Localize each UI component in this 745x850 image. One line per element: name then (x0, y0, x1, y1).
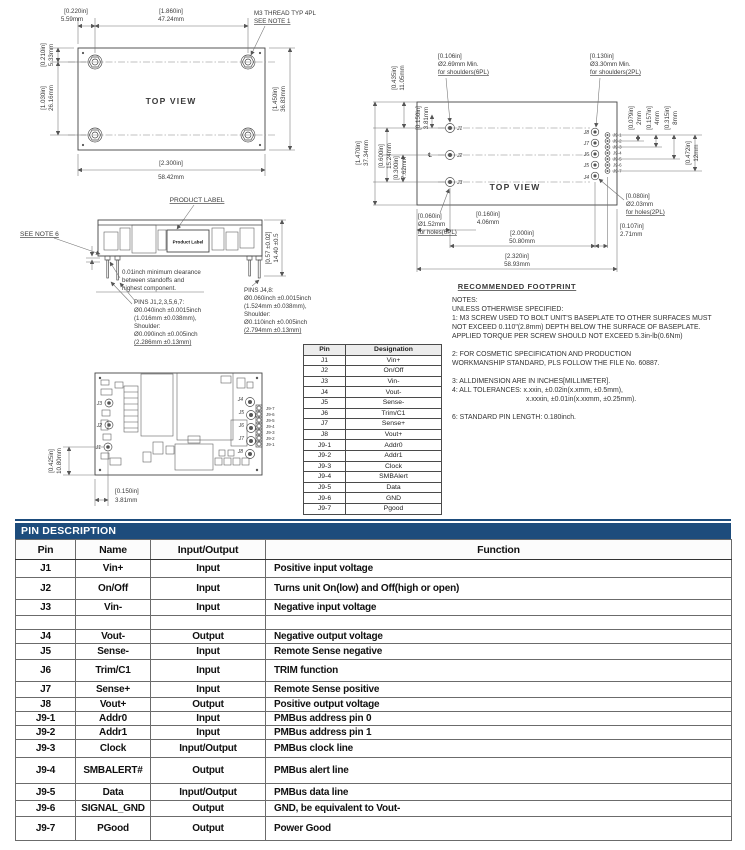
pin-description-cell: Remote Sense negative (266, 644, 732, 660)
dim-label: [0.107in] (620, 223, 644, 230)
pin-description-cell: J8 (16, 698, 76, 712)
pin-designation-row (304, 461, 442, 472)
pin-description-cell: J9-2 (16, 726, 76, 740)
note-line: NOT EXCEED 0.110"(2.8mm) DEPTH BELOW THE SURFACE OF BASEPLATE. (452, 324, 701, 331)
pin-description-cell: Vout+ (76, 698, 151, 712)
pin-description-cell: J9-3 (16, 740, 76, 758)
pin-description-cell: Input (151, 682, 266, 698)
pin-designation-row (304, 408, 442, 419)
pin-description-cell: Input (151, 600, 266, 616)
pin-description-cell: Sense+ (76, 682, 151, 698)
pin-description-cell: SIGNAL_GND (76, 801, 151, 817)
pin-label: J9-7 (266, 406, 275, 411)
dim-label: 11.05mm (399, 65, 406, 91)
dim-label: [0.160in] (476, 211, 500, 218)
pin-label: J8 (583, 130, 589, 136)
pin-designation-cell: J9-5 (304, 482, 346, 493)
pin-description-cell: Input (151, 660, 266, 682)
pin-description-cell: Vin- (76, 600, 151, 616)
dim-label: [2.000in] (510, 230, 534, 237)
dim-label: [0.210in] (40, 43, 47, 67)
callout-m3: M3 THREAD TYP 4PL (254, 10, 316, 17)
divider (15, 519, 731, 521)
note-line (452, 404, 742, 413)
pin-label: J3 (96, 401, 102, 407)
callout-see-note-6: SEE NOTE 6 (20, 231, 59, 238)
pin-description-row (16, 726, 732, 740)
pin-designation-row (304, 493, 442, 504)
pins-large-note: Ø0.110inch ±0.005inch (244, 319, 308, 326)
pin-description-cell: PMBus alert line (266, 758, 732, 784)
pin-label: J9-5 (613, 156, 622, 162)
pin-label: J2 (96, 423, 102, 429)
pin-description-row (16, 817, 732, 841)
dim-label: [1.470in] (355, 141, 362, 165)
pin-description-cell: J9-1 (16, 712, 76, 726)
pin-designation-cell: Addr1 (346, 450, 442, 461)
pin-description-section (15, 519, 731, 841)
clearance-note: between standoffs and (122, 277, 185, 284)
pin-description-cell: PMBus clock line (266, 740, 732, 758)
pins-small-note: Ø0.090inch ±0.005inch (134, 331, 198, 338)
dim-label: 5.59mm (60, 16, 84, 23)
callout-holes-6pl: Ø1.52mm (418, 221, 446, 228)
dim-label: 2mm (636, 111, 643, 125)
dim-label: 5.33mm (48, 43, 55, 67)
pin-designation-row (304, 355, 442, 366)
pin-designation-cell: J9-4 (304, 472, 346, 483)
pin-designation-cell: Clock (346, 461, 442, 472)
pin-description-cell (266, 616, 732, 630)
pin-description-row (16, 682, 732, 698)
dim-label: [1.860in] (159, 8, 183, 15)
pin-description-cell: J9-6 (16, 801, 76, 817)
pin-description-header-cell: Input/Output (151, 540, 266, 560)
pin-label: J9-1 (613, 132, 622, 138)
note-line: x.xxxin, ±0.01in(x.xxmm, ±0.25mm). (526, 396, 637, 403)
pin-description-cell: Output (151, 817, 266, 841)
pin-designation-cell: J2 (304, 366, 346, 377)
pin-designation-row (304, 366, 442, 377)
pin-label: J9-6 (266, 412, 275, 417)
dim-label: 26.16mm (48, 85, 55, 111)
pin-description-header (16, 540, 732, 560)
pin-label: J5 (583, 163, 589, 169)
note-line: 2: FOR COSMETIC SPECIFICATION AND PRODUCTION (452, 351, 632, 358)
pins-large-note: PINS J4,8: (244, 287, 274, 294)
pin-description-cell: PMBus address pin 0 (266, 712, 732, 726)
pin-description-cell: J3 (16, 600, 76, 616)
pin-label: J1 (457, 126, 463, 132)
pin-description-row (16, 660, 732, 682)
callout-m3-note: SEE NOTE 1 (254, 18, 291, 25)
dim-label: 36.83mm (280, 86, 287, 112)
pin-description-cell: Clock (76, 740, 151, 758)
pin-description-cell: Sense- (76, 644, 151, 660)
dim-label: 50.80mm (509, 238, 535, 245)
dim-label: [0.300in] (393, 156, 400, 180)
pin-designation-cell: Data (346, 482, 442, 493)
note-line (452, 341, 742, 350)
dim-label: 3.81mm (115, 497, 138, 504)
pin-designation-cell: SMBAlert (346, 472, 442, 483)
pin-description-cell: J5 (16, 644, 76, 660)
dim-label: [0.079in] (628, 106, 635, 130)
side-view-drawing (12, 192, 347, 367)
pin-description-cell: Input/Output (151, 740, 266, 758)
pin-designation-cell: J9-2 (304, 450, 346, 461)
pin-label: J4 (237, 397, 243, 403)
pin-description-cell: J9-7 (16, 817, 76, 841)
pin-description-row (16, 578, 732, 600)
pin-designation-header-cell: Pin (304, 345, 346, 356)
dim-label: 47.24mm (158, 16, 184, 23)
pin-description-header-cell: Pin (16, 540, 76, 560)
dim-label: 58.42mm (158, 174, 184, 181)
callout-shoulders-6pl: for shoulders(6PL) (438, 69, 489, 76)
note-line: APPLIED TORQUE PER SCREW SHOULD NOT EXCEED 5.3in-lb(0.6Nm) (452, 333, 683, 340)
pin-label: J9-3 (266, 430, 275, 435)
callout-holes-6pl: [0.060in] (418, 213, 442, 220)
pin-label: J9-3 (613, 144, 622, 150)
callout-holes-2pl: [0.080in] (626, 193, 650, 200)
pin-description-cell: PGood (76, 817, 151, 841)
pin-designation-row (304, 472, 442, 483)
pin-designation-cell: On/Off (346, 366, 442, 377)
pin-description-title: PIN DESCRIPTION (15, 523, 731, 539)
note-line: 4: ALL TOLERANCES: x.xxin, ±0.02in(x.xmm, ±0.5mm), (452, 387, 623, 394)
pin-description-cell: Output (151, 698, 266, 712)
pin-description-cell: Input/Output (151, 784, 266, 801)
pin-designation-cell: Sense- (346, 397, 442, 408)
pin-designation-cell: J9-7 (304, 503, 346, 514)
pin-description-row (16, 801, 732, 817)
pin-label: J9-2 (613, 138, 622, 144)
pin-description-cell: Negative output voltage (266, 630, 732, 644)
callout-holes-2pl: Ø2.03mm (626, 201, 654, 208)
pin-designation-cell: Pgood (346, 503, 442, 514)
dim-label: [2.300in] (159, 160, 183, 167)
pin-description-cell: Data (76, 784, 151, 801)
pin-designation-cell: J9-6 (304, 493, 346, 504)
pin-description-cell: J6 (16, 660, 76, 682)
pin-description-row (16, 644, 732, 660)
pin-label: J1 (95, 445, 101, 451)
pin-label: J7 (238, 436, 244, 442)
pins-small-note: Shoulder: (134, 323, 161, 330)
pin-description-cell: PMBus address pin 1 (266, 726, 732, 740)
pin-label: J9-2 (266, 436, 275, 441)
pin-description-cell (151, 616, 266, 630)
dim-label: [2.320in] (505, 253, 529, 260)
dim-label: 7.62mm (401, 156, 408, 180)
dim-label: 37.34mm (363, 140, 370, 166)
pin-description-cell: Output (151, 801, 266, 817)
pin-description-cell: J2 (16, 578, 76, 600)
pin-description-cell: Vout- (76, 630, 151, 644)
callout-holes-2pl: for holes(2PL) (626, 209, 665, 216)
bottom-view-drawing (25, 358, 325, 523)
pin-label: J9-6 (613, 162, 622, 168)
pins-small-note: (2.286mm ±0.13mm) (134, 339, 192, 346)
pin-description-cell: PMBus data line (266, 784, 732, 801)
note-line (452, 368, 742, 377)
dim-label: [0.435in] (391, 66, 398, 90)
pin-description-cell: Negative input voltage (266, 600, 732, 616)
callout-shoulders-2pl: [0.130in] (590, 53, 614, 60)
pin-description-cell: Addr0 (76, 712, 151, 726)
clearance-note: 0.01inch minimum clearance (122, 269, 201, 276)
pin-description-cell: J1 (16, 560, 76, 578)
footprint-title: RECOMMENDED FOOTPRINT (457, 282, 577, 291)
pin-designation-row (304, 429, 442, 440)
pin-designation-cell: J4 (304, 387, 346, 398)
note-line: 3: ALLDIMENSION ARE IN INCHES[MILLIMETER]. (452, 378, 611, 385)
dim-label: 4.06mm (476, 219, 500, 226)
pin-designation-cell: Trim/C1 (346, 408, 442, 419)
pin-description-cell: Input (151, 560, 266, 578)
pin-designation-cell: J3 (304, 376, 346, 387)
pin-designation-cell: J1 (304, 355, 346, 366)
dim-label: [0.425in] (48, 449, 55, 473)
pin-label: J3 (457, 180, 463, 186)
dim-label: 15.24mm (386, 143, 393, 169)
pin-designation-row (304, 419, 442, 430)
pin-description-cell: J9-4 (16, 758, 76, 784)
dim-label: 14.40 ±0.5 (273, 233, 280, 263)
callout-product-label: PRODUCT LABEL (169, 197, 225, 204)
product-label-text: Product Label (172, 239, 204, 245)
pin-designation-cell: Addr0 (346, 440, 442, 451)
pin-designation-cell: J6 (304, 408, 346, 419)
pin-designation-cell: Vout+ (346, 429, 442, 440)
dim-label: 10.80mm (56, 448, 63, 474)
dim-label: [0.220in] (64, 8, 88, 15)
clearance-note: highest component. (122, 285, 177, 292)
pin-designation-cell: Sense+ (346, 419, 442, 430)
j9-pin-hole (605, 133, 610, 174)
pins-small-note: Ø0.040inch ±0.0015inch (134, 307, 202, 314)
pin-designation-row (304, 450, 442, 461)
callout-shoulders-6pl: Ø2.69mm Min. (438, 61, 479, 68)
pin-label: J9-1 (266, 442, 275, 447)
callout-shoulders-6pl: [0.106in] (438, 53, 462, 60)
dim-label: [0.472in] (685, 141, 692, 165)
pin-label: J9-4 (613, 150, 622, 156)
pin-label: J9-4 (266, 424, 275, 429)
pin-label: J9-7 (613, 168, 622, 174)
view-title: TOP VIEW (145, 96, 197, 106)
pin-description-cell: Power Good (266, 817, 732, 841)
pin-designation-row (304, 482, 442, 493)
dim-label: 2.71mm (620, 231, 643, 238)
dim-label: [0.315in] (664, 106, 671, 130)
pin-designation-row (304, 397, 442, 408)
pin-label: J6 (238, 423, 244, 429)
pin-description-cell: Input (151, 712, 266, 726)
pin-designation-cell: J9-3 (304, 461, 346, 472)
dim-label: 8mm (672, 111, 679, 125)
pin-description-cell: Addr1 (76, 726, 151, 740)
pin-designation-cell: GND (346, 493, 442, 504)
dim-label: 12mm (693, 144, 700, 162)
dim-label: [1.030in] (40, 86, 47, 110)
pin-hole (591, 128, 599, 180)
dim-label: [0.157in] (646, 106, 653, 130)
pin-description-row (16, 758, 732, 784)
pin-designation-table (303, 344, 442, 515)
pin-label: J6 (583, 152, 589, 158)
pin-description-row (16, 560, 732, 578)
pin-description-cell: Input (151, 726, 266, 740)
pin-description-cell: GND, be equivalent to Vout- (266, 801, 732, 817)
pin-description-cell: Vin+ (76, 560, 151, 578)
pin-label: J5 (238, 410, 244, 416)
pin-hole (104, 399, 113, 451)
j9-pin (256, 405, 262, 447)
pin-designation-row (304, 376, 442, 387)
dim-label: [1.450in] (272, 87, 279, 111)
pins-large-note: (2.794mm ±0.13mm) (244, 327, 302, 334)
pin-designation-cell: Vout- (346, 387, 442, 398)
centerline-symbol: ℄ (428, 152, 432, 159)
callout-shoulders-2pl: Ø3.30mm Min. (590, 61, 631, 68)
pin-designation-cell: J9-1 (304, 440, 346, 451)
pins-small-note: PINS J1,2,3,5,6,7: (134, 299, 185, 306)
pin-description-cell: On/Off (76, 578, 151, 600)
pin-designation-header (304, 345, 442, 356)
footprint-drawing (350, 38, 745, 305)
dim-label: 3.81mm (423, 106, 430, 130)
pin-description-cell: TRIM function (266, 660, 732, 682)
component-outline (101, 373, 253, 470)
pin-designation-cell: J8 (304, 429, 346, 440)
pins-large-note: (1.524mm ±0.038mm), (244, 303, 307, 310)
pin-description-row (16, 630, 732, 644)
dim-label: [0.150in] (115, 488, 139, 495)
pins-small-note: (1.016mm ±0.038mm), (134, 315, 197, 322)
dim-label: [0.150in] (415, 106, 422, 130)
pin-description-cell: J7 (16, 682, 76, 698)
note-line: NOTES: (452, 297, 478, 304)
pin-description-cell: Positive input voltage (266, 560, 732, 578)
note-line: 6: STANDARD PIN LENGTH: 0.180inch. (452, 414, 576, 421)
pin-designation-body (304, 355, 442, 514)
pin-description-cell: Turns unit On(low) and Off(high or open) (266, 578, 732, 600)
callout-holes-6pl: for holes(6PL) (418, 229, 457, 236)
pin-description-cell: SMBALERT# (76, 758, 151, 784)
pin-description-body (16, 560, 732, 841)
pin-designation-row (304, 440, 442, 451)
pin-description-row (16, 784, 732, 801)
note-line: UNLESS OTHERWISE SPECIFIED: (452, 306, 564, 313)
pin-description-cell: Output (151, 630, 266, 644)
pin-description-cell: Input (151, 644, 266, 660)
pin-description-cell (76, 616, 151, 630)
pin-description-row (16, 698, 732, 712)
pin-label: J2 (457, 153, 463, 159)
notes-block (452, 296, 742, 422)
pin-description-header-cell: Name (76, 540, 151, 560)
callout-shoulders-2pl: for shoulders(2PL) (590, 69, 641, 76)
pin-designation-cell: J7 (304, 419, 346, 430)
pin-designation-cell: J5 (304, 397, 346, 408)
pin-designation-cell: Vin- (346, 376, 442, 387)
pin-description-cell (16, 616, 76, 630)
pin-designation-cell: Vin+ (346, 355, 442, 366)
pin-label: J4 (583, 175, 589, 181)
pin-designation-header-cell: Designation (346, 345, 442, 356)
pin-designation-row (304, 503, 442, 514)
note-line: WORKMANSHIP STANDARD, PLS FOLLOW THE FILE No. 60887. (452, 360, 660, 367)
pins-large-note: Shoulder: (244, 311, 271, 318)
pin-description-cell: Output (151, 758, 266, 784)
pin-description-cell: Trim/C1 (76, 660, 151, 682)
pins-large-note: Ø0.060inch ±0.0015inch (244, 295, 312, 302)
view-title: TOP VIEW (489, 182, 541, 192)
top-view-drawing (18, 4, 338, 199)
dim-label: 4mm (654, 111, 661, 125)
dim-label: [0.600in] (378, 144, 385, 168)
pin-description-cell: Input (151, 578, 266, 600)
spacer-row (16, 616, 732, 630)
pin-description-cell: Positive output voltage (266, 698, 732, 712)
pin-description-header-cell: Function (266, 540, 732, 560)
pin-designation-row (304, 387, 442, 398)
pin-label: J7 (583, 141, 589, 147)
note-line: 1: M3 SCREW USED TO BOLT UNIT'S BASEPLATE TO OTHER SURFACES MUST (452, 315, 712, 322)
dim-label: [0.57 ±0.02] (265, 231, 272, 265)
pin-label: J8 (237, 449, 243, 455)
pin-label: J9-5 (266, 418, 275, 423)
pin-description-cell: J9-5 (16, 784, 76, 801)
dim-label: 58.93mm (504, 261, 530, 268)
pin-description-row (16, 600, 732, 616)
pin-description-cell: Remote Sense positive (266, 682, 732, 698)
pin-description-row (16, 712, 732, 726)
pcb-outline (95, 373, 262, 475)
pin-description-row (16, 740, 732, 758)
pin-description-cell: J4 (16, 630, 76, 644)
